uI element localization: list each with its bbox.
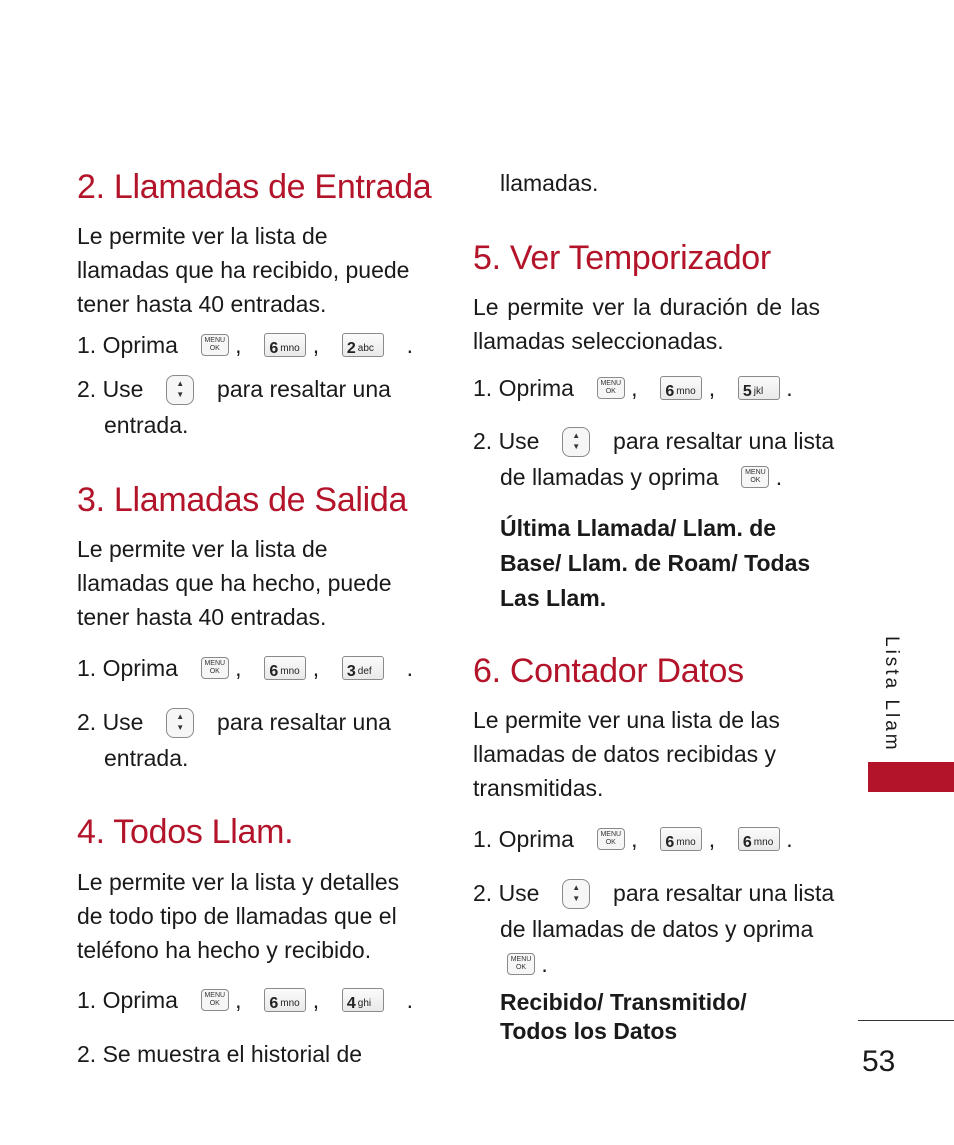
heading-todos-llam: 4. Todos Llam. (77, 813, 294, 851)
desc-todos-llam: Le permite ver la lista y detalles de todo tipo de llamadas que el teléfono ha hecho y recibido. (77, 869, 400, 963)
step-salida-cont: entrada. (104, 745, 189, 771)
key-2-icon: 2 abc (342, 333, 384, 357)
page-number: 53 (862, 1045, 896, 1078)
step-use-temporizador-cont: de llamadas y oprima MENU OK . (500, 464, 783, 490)
nav-key-icon: ▲ ▼ (166, 708, 194, 738)
menu-ok-key-icon: MENU OK (597, 828, 625, 850)
menu-ok-key-icon: MENU OK (741, 466, 769, 488)
menu-ok-key-icon: MENU OK (507, 953, 535, 975)
side-tab-label: Lista Llam (881, 636, 902, 753)
key-6-icon: 6 mno (660, 376, 702, 400)
step-entrada-cont: entrada. (104, 412, 189, 438)
footer-rule (858, 1020, 954, 1021)
nav-key-icon: ▲ ▼ (562, 879, 590, 909)
key-6-icon: 6 mno (264, 333, 306, 357)
options-temporizador: Última Llamada/ Llam. de Base/ Llam. de Roam/ Todas Las Llam. (500, 515, 811, 611)
key-6-icon: 6 mno (660, 827, 702, 851)
step-use-contador-key: MENU OK . (507, 947, 548, 981)
key-4-icon: 4 ghi (342, 988, 384, 1012)
desc-llamadas-salida: Le permite ver la lista de llamadas que ha hecho, puede tener hasta 40 entradas. (77, 536, 392, 630)
desc-llamadas-entrada: Le permite ver la lista de llamadas que ha recibido, puede tener hasta 40 entradas. (77, 223, 410, 317)
heading-contador-datos: 6. Contador Datos (473, 652, 744, 690)
step-oprima-salida: 1. Oprima MENU OK , 6 mno , 3 def . (77, 655, 414, 681)
heading-llamadas-salida: 3. Llamadas de Salida (77, 481, 408, 519)
desc-ver-temporizador: Le permite ver la duración de las llamadas seleccionadas. (473, 294, 820, 354)
step-oprima-todos: 1. Oprima MENU OK , 6 mno , 4 ghi . (77, 987, 414, 1013)
step-oprima-contador: 1. Oprima MENU OK , 6 mno , 6 mno . (473, 826, 793, 852)
key-3-icon: 3 def (342, 656, 384, 680)
step-historial: 2. Se muestra el historial de (77, 1041, 363, 1067)
step-use-contador: 2. Use ▲ ▼ para resaltar una lista (473, 876, 834, 910)
step-historial-cont: llamadas. (500, 170, 599, 196)
step-oprima-temporizador: 1. Oprima MENU OK , 6 mno , 5 jkl . (473, 375, 793, 401)
menu-ok-key-icon: MENU OK (201, 657, 229, 679)
key-6-icon: 6 mno (264, 988, 306, 1012)
options-contador: Recibido/ Transmitido/ Todos los Datos (500, 989, 747, 1044)
step-oprima-entrada: 1. Oprima MENU OK , 6 mno , 2 abc . (77, 332, 414, 358)
heading-llamadas-entrada: 2. Llamadas de Entrada (77, 168, 432, 206)
step-use-temporizador: 2. Use ▲ ▼ para resaltar una lista (473, 424, 834, 458)
step-use-salida: 2. Use ▲ ▼ para resaltar una (77, 705, 391, 739)
menu-ok-key-icon: MENU OK (201, 989, 229, 1011)
heading-ver-temporizador: 5. Ver Temporizador (473, 239, 771, 277)
step-use-entrada: 2. Use ▲ ▼ para resaltar una (77, 372, 391, 406)
key-5-icon: 5 jkl (738, 376, 780, 400)
menu-ok-key-icon: MENU OK (597, 377, 625, 399)
menu-ok-key-icon: MENU OK (201, 334, 229, 356)
nav-key-icon: ▲ ▼ (166, 375, 194, 405)
side-tab-bar (868, 762, 954, 792)
desc-contador-datos: Le permite ver una lista de las llamadas de datos recibidas y transmitidas. (473, 707, 780, 801)
key-6-icon: 6 mno (264, 656, 306, 680)
key-6-icon: 6 mno (738, 827, 780, 851)
nav-key-icon: ▲ ▼ (562, 427, 590, 457)
step-use-contador-cont: de llamadas de datos y oprima (500, 916, 814, 942)
